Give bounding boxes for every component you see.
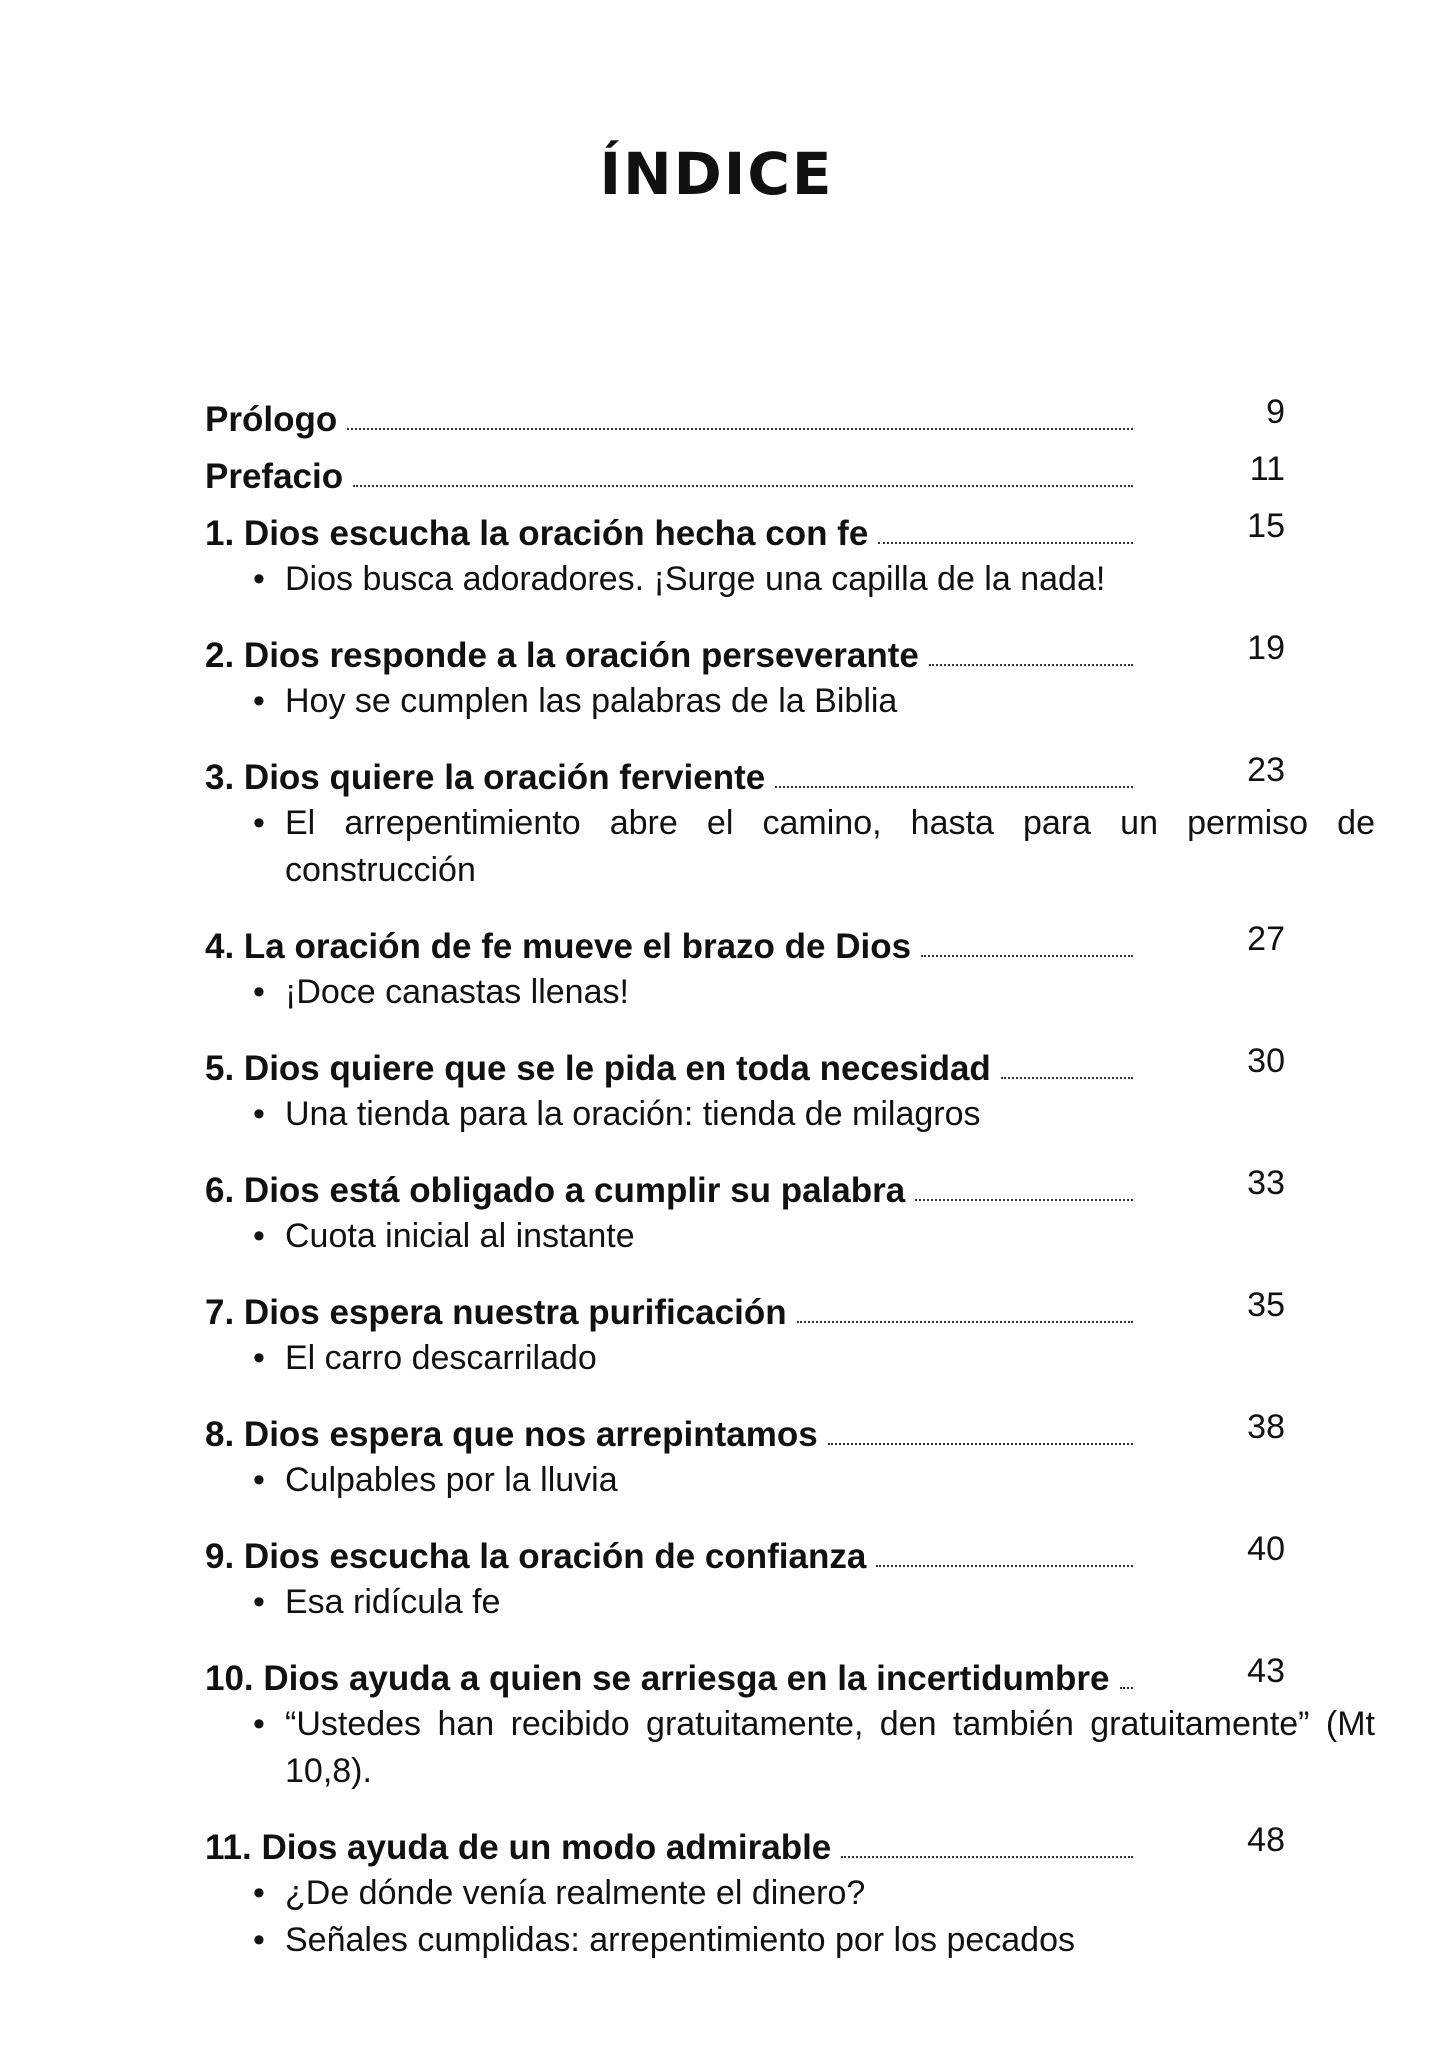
- bullet-icon: •: [253, 1874, 265, 1912]
- toc-entry-title: 5. Dios quiere que se le pida en toda necesidad: [205, 1049, 991, 1088]
- toc-entry: [205, 621, 1285, 725]
- bullet-icon: •: [253, 560, 265, 598]
- toc-page-number: 40: [1247, 1530, 1285, 1568]
- toc-subentry-text: ¿De dónde venía realmente el dinero?: [285, 1874, 866, 1912]
- toc-entry-title: 11. Dios ayuda de un modo admirable: [205, 1828, 832, 1867]
- toc-entry-title: 1. Dios escucha la oración hecha con fe: [205, 514, 869, 553]
- toc-subentry: [205, 1579, 1375, 1626]
- bullet-icon: •: [253, 1095, 265, 1133]
- toc-entry: [205, 743, 1375, 894]
- page-title: ÍNDICE: [599, 140, 834, 208]
- toc-page-number: 30: [1247, 1042, 1285, 1080]
- toc-subentry-text: Culpables por la lluvia: [285, 1461, 618, 1499]
- dot-leader: [1120, 1686, 1133, 1689]
- toc-entry: [205, 1644, 1375, 1795]
- toc-entry-title: 6. Dios está obligado a cumplir su palabra: [205, 1171, 906, 1210]
- dot-leader: [347, 427, 1133, 430]
- toc-entry-title: 10. Dios ayuda a quien se arriesga en la incertidumbre: [205, 1659, 1110, 1698]
- bullet-icon: •: [253, 1339, 265, 1377]
- dot-leader: [878, 541, 1133, 544]
- toc-subentry-text: Dios busca adoradores. ¡Surge una capilla de la nada!: [285, 560, 1106, 598]
- toc-page-number: 43: [1247, 1652, 1285, 1690]
- toc-subentry-text: Una tienda para la oración: tienda de milagros: [285, 1095, 981, 1133]
- toc-page-number: 19: [1247, 629, 1285, 667]
- toc-entry: [205, 1278, 1285, 1382]
- toc-page-number: 11: [1249, 450, 1285, 488]
- toc-subentry: [205, 678, 1375, 725]
- toc-entry-title: 8. Dios espera que nos arrepintamos: [205, 1415, 818, 1454]
- toc-page-number: 27: [1247, 920, 1285, 958]
- toc-page-number: 38: [1247, 1408, 1285, 1446]
- dot-leader: [921, 954, 1133, 957]
- toc-page-number: 48: [1247, 1821, 1285, 1859]
- dot-leader: [353, 484, 1133, 487]
- toc-subentry-text: Cuota inicial al instante: [285, 1217, 635, 1255]
- toc-subentry: [205, 1457, 1375, 1504]
- toc-subentry: [205, 969, 1375, 1016]
- bullet-icon: •: [253, 804, 265, 842]
- dot-leader: [915, 1198, 1133, 1201]
- toc-subentry: [205, 800, 1375, 894]
- toc-page-number: 15: [1247, 507, 1285, 545]
- bullet-icon: •: [253, 1461, 265, 1499]
- toc-subentry: [205, 1870, 1375, 1917]
- toc-page-number: 9: [1266, 393, 1285, 431]
- toc-entry: [205, 499, 1285, 603]
- toc-subentry: [205, 1213, 1375, 1260]
- toc-entry: [205, 1813, 1285, 1964]
- toc-entry-title: Prefacio: [205, 457, 344, 496]
- toc-entry: [205, 1522, 1285, 1626]
- toc-subentry-text: El carro descarrilado: [285, 1339, 597, 1377]
- dot-leader: [1001, 1076, 1133, 1079]
- dot-leader: [929, 663, 1133, 666]
- toc-subentry: [205, 1091, 1375, 1138]
- toc-subentry-text: Hoy se cumplen las palabras de la Biblia: [285, 682, 898, 720]
- dot-leader: [775, 785, 1133, 788]
- toc-entry: [205, 1034, 1285, 1138]
- toc-entry-title: 2. Dios responde a la oración perseverante: [205, 636, 919, 675]
- bullet-icon: •: [253, 682, 265, 720]
- toc-subentry-text: “Ustedes han recibido gratuitamente, den también gratuitamente” (Mt 10,8).: [285, 1705, 1375, 1790]
- toc-entry-title: Prólogo: [205, 400, 338, 439]
- toc-subentry: [205, 1701, 1375, 1795]
- toc-subentry: [205, 556, 1375, 603]
- toc-subentry-text: ¡Doce canastas llenas!: [285, 973, 629, 1011]
- toc-entry-title: 7. Dios espera nuestra purificación: [205, 1293, 787, 1332]
- bullet-icon: •: [253, 973, 265, 1011]
- dot-leader: [841, 1855, 1133, 1858]
- toc-subentry: [205, 1917, 1375, 1964]
- table-of-contents: [205, 385, 1375, 1964]
- toc-entry: [205, 442, 1285, 499]
- bullet-icon: •: [253, 1921, 265, 1959]
- toc-subentry-text: Señales cumplidas: arrepentimiento por los pecados: [285, 1921, 1076, 1959]
- dot-leader: [876, 1564, 1133, 1567]
- bullet-icon: •: [253, 1705, 265, 1743]
- toc-entry: [205, 385, 1285, 442]
- toc-entry: [205, 912, 1285, 1016]
- toc-subentry: [205, 1335, 1375, 1382]
- toc-entry: [205, 1400, 1285, 1504]
- toc-entry-title: 4. La oración de fe mueve el brazo de Dios: [205, 927, 912, 966]
- bullet-icon: •: [253, 1583, 265, 1621]
- toc-page-number: 33: [1247, 1164, 1285, 1202]
- toc-entry: [205, 1156, 1285, 1260]
- dot-leader: [797, 1320, 1133, 1323]
- toc-subentry-text: Esa ridícula fe: [285, 1583, 501, 1621]
- toc-page-number: 35: [1247, 1286, 1285, 1324]
- dot-leader: [828, 1442, 1133, 1445]
- toc-entry-title: 3. Dios quiere la oración ferviente: [205, 758, 766, 797]
- toc-entry-title: 9. Dios escucha la oración de confianza: [205, 1537, 867, 1576]
- toc-subentry-text: El arrepentimiento abre el camino, hasta para un permiso de construcción: [285, 804, 1375, 889]
- toc-page-number: 23: [1247, 751, 1285, 789]
- bullet-icon: •: [253, 1217, 265, 1255]
